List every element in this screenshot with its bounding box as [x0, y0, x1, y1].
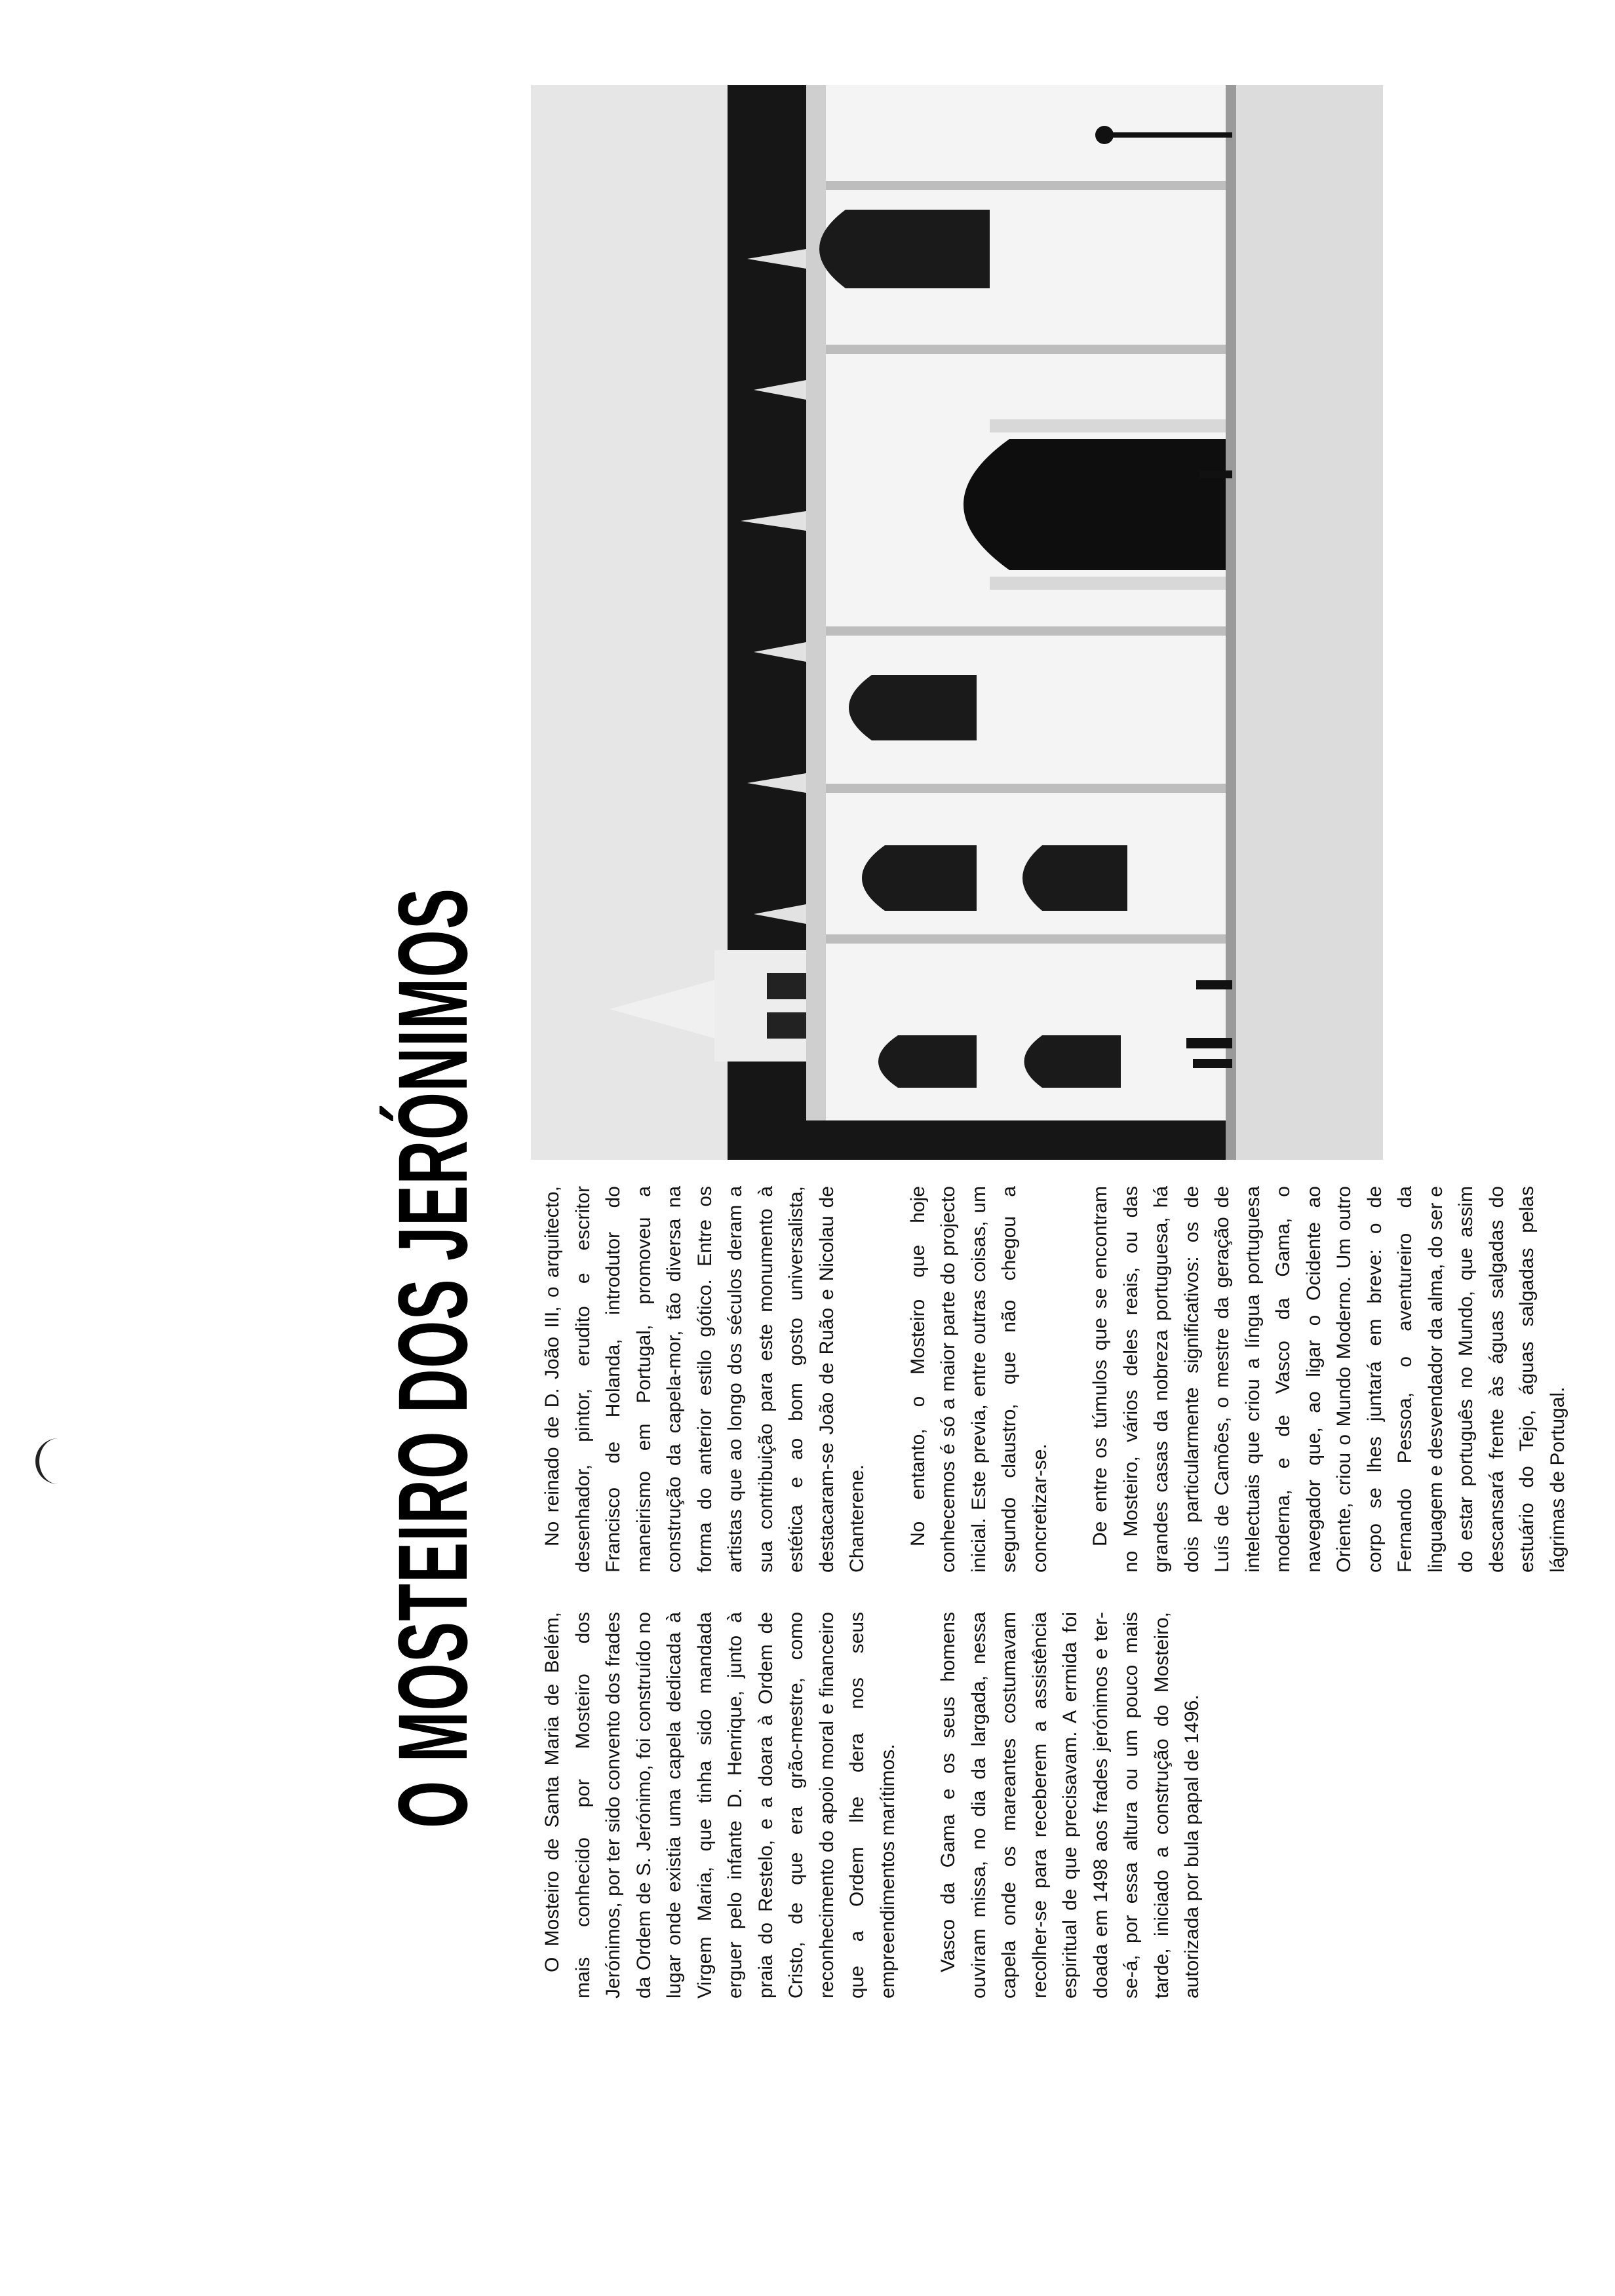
paragraph: De entre os túmulos que se encontram no Mosteiro, vários deles reais, ou das grandes casas da nobreza portuguesa, há dois particularmente significativos: os de Luís de Camões, o mestre da geração de intelectuais que criou a língua portuguesa moderna, e de Vasco da Gama, o navegador que, ao ligar o Ocidente ao Oriente, criou o Mundo Moderno. Um outro corpo se lhes juntará em breve: o de Fernando Pessoa, o aventureiro da linguagem e desvendador da alma, do ser e do estar português no Mundo, que assim descansará frente às águas salgadas do estuário do Tejo, águas salgadas pelas lágrimas de Portugal. — [1089, 1186, 1568, 1573]
paragraph: Vasco da Gama e os seus homens ouviram missa, no dia da largada, nessa capela onde os mareantes costumavam recolher-se para receberem a assistência espiritual de que precisavam. A ermida foi doada em 1498 aos frades jerónimos e ter-se-á, por essa altura ou um pouco mais tarde, iniciado a construção do Mosteiro, autorizada por bula papal de 1496. — [937, 1612, 1203, 1999]
article — [341, 59, 1568, 2025]
paragraph: No reinado de D. João III, o arquitecto, desenhador, pintor, erudito e escritor Francisco de Holanda, introdutor do maneirismo em Portugal, promoveu a construção da capela-mor, tão diversa na forma do anterior estilo gótico. Entre os artistas que ao longo dos séculos deram a sua contribuição para este monumento à estética e ao bom gosto universalista, destacaram-se João de Ruão e Nicolau de Chanterene. — [541, 1186, 868, 1573]
paragraph: O Mosteiro de Santa Maria de Belém, mais conhecido por Mosteiro dos Jerónimos, por ter sido convento dos frades da Ordem de S. Jerónimo, foi construído no lugar onde existia uma capela dedicada à Virgem Maria, que tinha sido mandada erguer pelo infante D. Henrique, junto à praia do Restelo, e a doara à Ordem de Cristo, de que era grão-mestre, como reconhecimento do apoio moral e financeiro que a Ordem lhe dera nos seus empreendimentos marítimos. — [541, 1612, 899, 1999]
binding-mark-bottom — [35, 1438, 85, 1484]
article-title: O MOSTEIRO DOS JERÓNIMOS — [378, 887, 488, 1828]
monastery-photo — [531, 85, 1383, 1160]
text-column-2 — [537, 1186, 1568, 1573]
text-column-1 — [537, 1612, 1376, 1999]
monastery-facade-image — [531, 85, 1383, 1160]
paragraph: No entanto, o Mosteiro que hoje conhecemos é só a maior parte do projecto inicial. Este previa, entre outras coisas, um segundo claustro, que não chegou a concretizar-se. — [906, 1186, 1051, 1573]
article-body — [537, 1186, 1568, 1999]
